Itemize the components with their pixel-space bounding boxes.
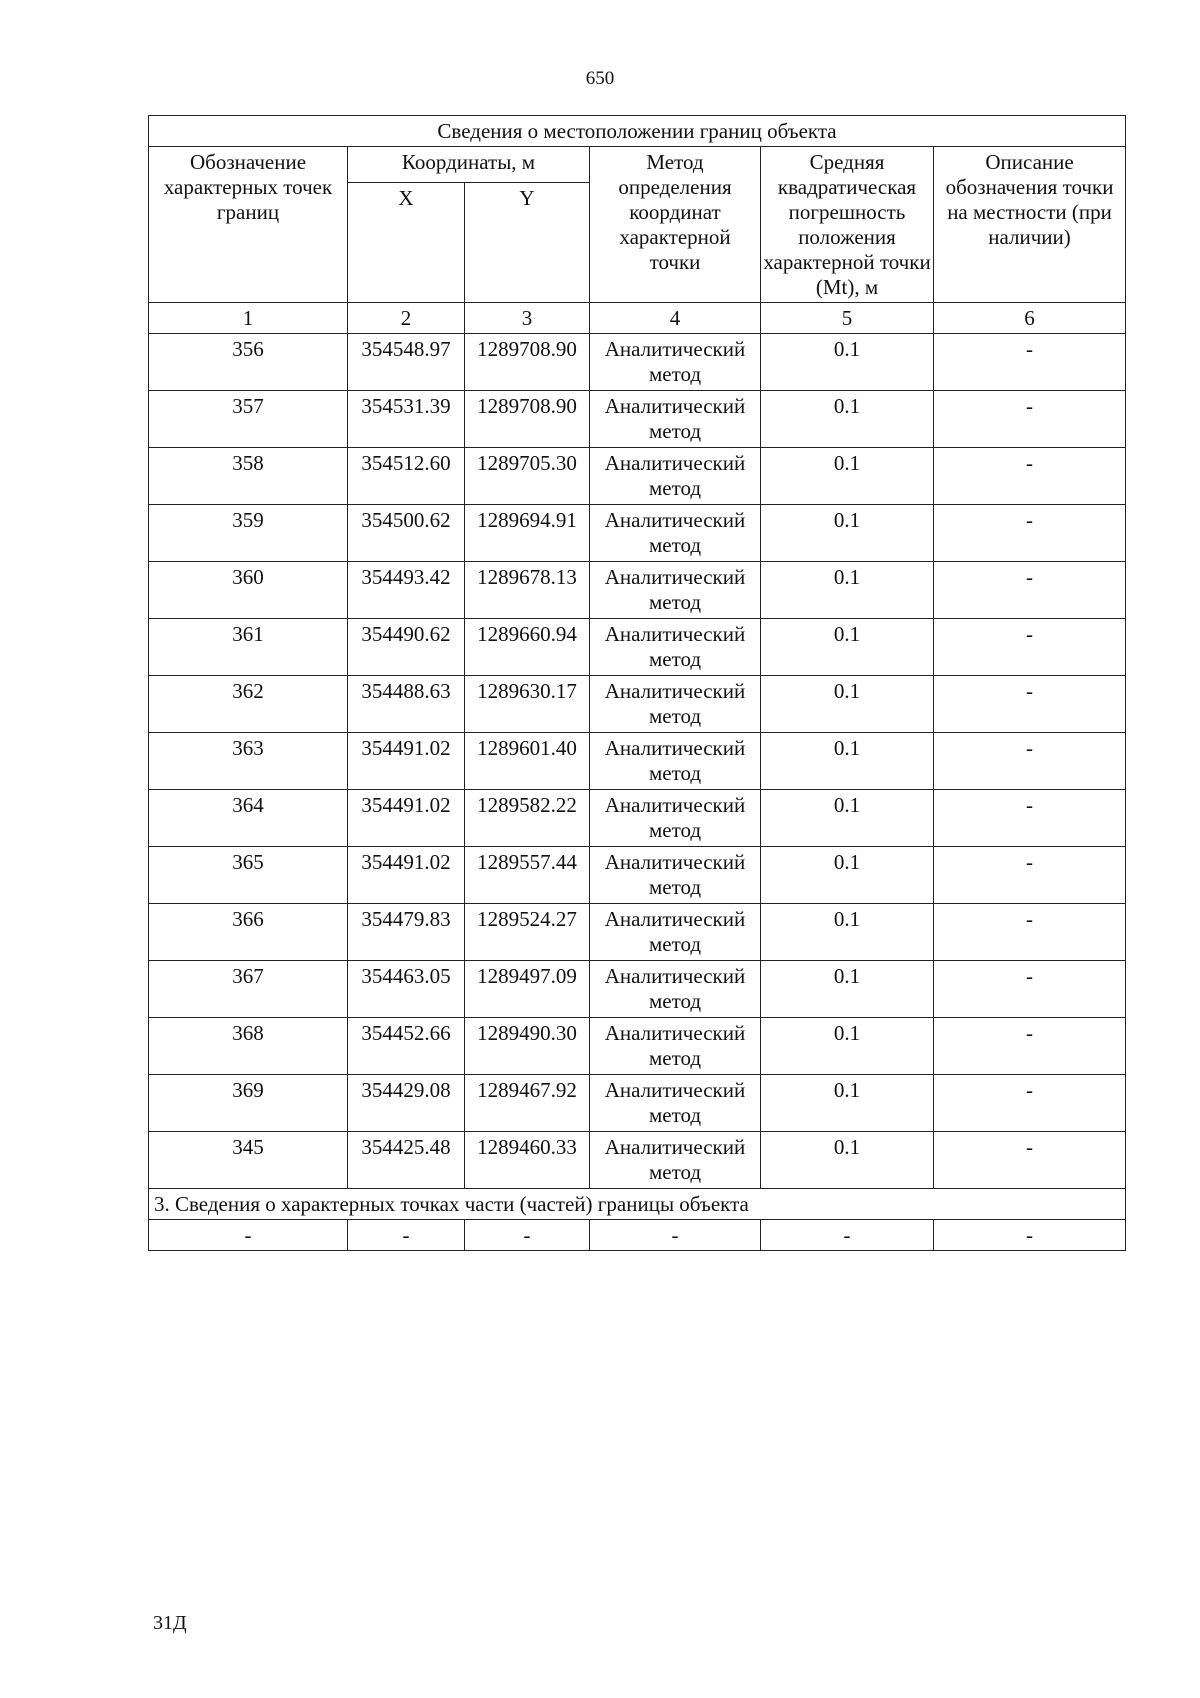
table-row [149, 904, 1126, 961]
column-number: 5 [761, 303, 934, 334]
cell-method: Аналитический метод [590, 562, 761, 619]
cell-error: 0.1 [761, 619, 934, 676]
cell-y: 1289524.27 [465, 904, 590, 961]
cell-y: 1289460.33 [465, 1132, 590, 1189]
cell-point: 364 [149, 790, 348, 847]
cell-y: 1289708.90 [465, 334, 590, 391]
cell-error: 0.1 [761, 505, 934, 562]
cell-error: 0.1 [761, 334, 934, 391]
cell-error: 0.1 [761, 448, 934, 505]
cell-point: 366 [149, 904, 348, 961]
cell-error: 0.1 [761, 904, 934, 961]
cell-x: 354452.66 [348, 1018, 465, 1075]
header-description: Описание обозначения точки на местности (при наличии) [934, 147, 1126, 303]
cell-x: 354548.97 [348, 334, 465, 391]
section3-row [149, 1220, 1126, 1251]
cell-description: - [934, 1075, 1126, 1132]
cell-point: 368 [149, 1018, 348, 1075]
section3-cell: - [465, 1220, 590, 1251]
cell-point: 365 [149, 847, 348, 904]
table-row [149, 790, 1126, 847]
cell-method: Аналитический метод [590, 733, 761, 790]
table-row [149, 961, 1126, 1018]
cell-point: 345 [149, 1132, 348, 1189]
cell-point: 362 [149, 676, 348, 733]
cell-error: 0.1 [761, 1075, 934, 1132]
header-coords: Координаты, м [348, 147, 590, 183]
cell-description: - [934, 448, 1126, 505]
cell-description: - [934, 961, 1126, 1018]
cell-method: Аналитический метод [590, 790, 761, 847]
cell-description: - [934, 562, 1126, 619]
cell-method: Аналитический метод [590, 1018, 761, 1075]
cell-description: - [934, 391, 1126, 448]
cell-error: 0.1 [761, 1018, 934, 1075]
cell-method: Аналитический метод [590, 334, 761, 391]
cell-method: Аналитический метод [590, 847, 761, 904]
cell-x: 354531.39 [348, 391, 465, 448]
cell-x: 354425.48 [348, 1132, 465, 1189]
cell-point: 363 [149, 733, 348, 790]
cell-y: 1289557.44 [465, 847, 590, 904]
cell-method: Аналитический метод [590, 904, 761, 961]
cell-x: 354491.02 [348, 847, 465, 904]
cell-description: - [934, 334, 1126, 391]
boundary-table [148, 115, 1126, 1251]
section3-cell: - [934, 1220, 1126, 1251]
cell-y: 1289490.30 [465, 1018, 590, 1075]
cell-description: - [934, 733, 1126, 790]
column-number: 2 [348, 303, 465, 334]
cell-x: 354491.02 [348, 790, 465, 847]
cell-method: Аналитический метод [590, 1132, 761, 1189]
section3-title: 3. Сведения о характерных точках части (частей) границы объекта [149, 1189, 1126, 1220]
table-row [149, 562, 1126, 619]
cell-y: 1289630.17 [465, 676, 590, 733]
header-method: Метод определения координат характерной точки [590, 147, 761, 303]
cell-point: 361 [149, 619, 348, 676]
cell-method: Аналитический метод [590, 448, 761, 505]
cell-description: - [934, 505, 1126, 562]
cell-point: 369 [149, 1075, 348, 1132]
cell-error: 0.1 [761, 961, 934, 1018]
cell-description: - [934, 847, 1126, 904]
table-row [149, 1075, 1126, 1132]
column-number: 3 [465, 303, 590, 334]
table-row [149, 676, 1126, 733]
cell-y: 1289708.90 [465, 391, 590, 448]
column-number: 1 [149, 303, 348, 334]
cell-method: Аналитический метод [590, 676, 761, 733]
cell-x: 354490.62 [348, 619, 465, 676]
cell-error: 0.1 [761, 562, 934, 619]
cell-description: - [934, 1018, 1126, 1075]
cell-y: 1289582.22 [465, 790, 590, 847]
cell-x: 354479.83 [348, 904, 465, 961]
cell-method: Аналитический метод [590, 391, 761, 448]
header-error: Средняя квадратическая погрешность положения характерной точки (Mt), м [761, 147, 934, 303]
table-row [149, 1132, 1126, 1189]
cell-error: 0.1 [761, 1132, 934, 1189]
cell-error: 0.1 [761, 847, 934, 904]
cell-method: Аналитический метод [590, 619, 761, 676]
header-point: Обозначение характерных точек границ [149, 147, 348, 303]
cell-x: 354491.02 [348, 733, 465, 790]
cell-error: 0.1 [761, 391, 934, 448]
cell-error: 0.1 [761, 733, 934, 790]
header-y: Y [465, 183, 590, 303]
table-row [149, 448, 1126, 505]
cell-description: - [934, 790, 1126, 847]
table-row [149, 391, 1126, 448]
cell-point: 360 [149, 562, 348, 619]
cell-point: 356 [149, 334, 348, 391]
section3-cell: - [149, 1220, 348, 1251]
cell-x: 354463.05 [348, 961, 465, 1018]
header-x: X [348, 183, 465, 303]
cell-y: 1289660.94 [465, 619, 590, 676]
cell-x: 354493.42 [348, 562, 465, 619]
cell-y: 1289497.09 [465, 961, 590, 1018]
cell-y: 1289705.30 [465, 448, 590, 505]
cell-y: 1289467.92 [465, 1075, 590, 1132]
cell-error: 0.1 [761, 790, 934, 847]
section3-cell: - [590, 1220, 761, 1251]
page-number: 650 [585, 68, 615, 89]
column-numbers-row [149, 303, 1126, 334]
cell-x: 354488.63 [348, 676, 465, 733]
section3-cell: - [348, 1220, 465, 1251]
cell-y: 1289601.40 [465, 733, 590, 790]
footer-code: 31Д [153, 1612, 187, 1634]
table-row [149, 733, 1126, 790]
cell-method: Аналитический метод [590, 1075, 761, 1132]
cell-description: - [934, 904, 1126, 961]
table-row [149, 334, 1126, 391]
cell-point: 367 [149, 961, 348, 1018]
cell-x: 354500.62 [348, 505, 465, 562]
table-row [149, 619, 1126, 676]
table-title: Сведения о местоположении границ объекта [149, 116, 1126, 147]
cell-method: Аналитический метод [590, 961, 761, 1018]
cell-x: 354512.60 [348, 448, 465, 505]
table-row [149, 847, 1126, 904]
cell-point: 359 [149, 505, 348, 562]
column-number: 4 [590, 303, 761, 334]
cell-y: 1289678.13 [465, 562, 590, 619]
table-row [149, 1018, 1126, 1075]
cell-x: 354429.08 [348, 1075, 465, 1132]
cell-point: 358 [149, 448, 348, 505]
section3-cell: - [761, 1220, 934, 1251]
cell-y: 1289694.91 [465, 505, 590, 562]
cell-description: - [934, 676, 1126, 733]
cell-point: 357 [149, 391, 348, 448]
table-row [149, 505, 1126, 562]
cell-description: - [934, 1132, 1126, 1189]
cell-method: Аналитический метод [590, 505, 761, 562]
cell-error: 0.1 [761, 676, 934, 733]
cell-description: - [934, 619, 1126, 676]
column-number: 6 [934, 303, 1126, 334]
